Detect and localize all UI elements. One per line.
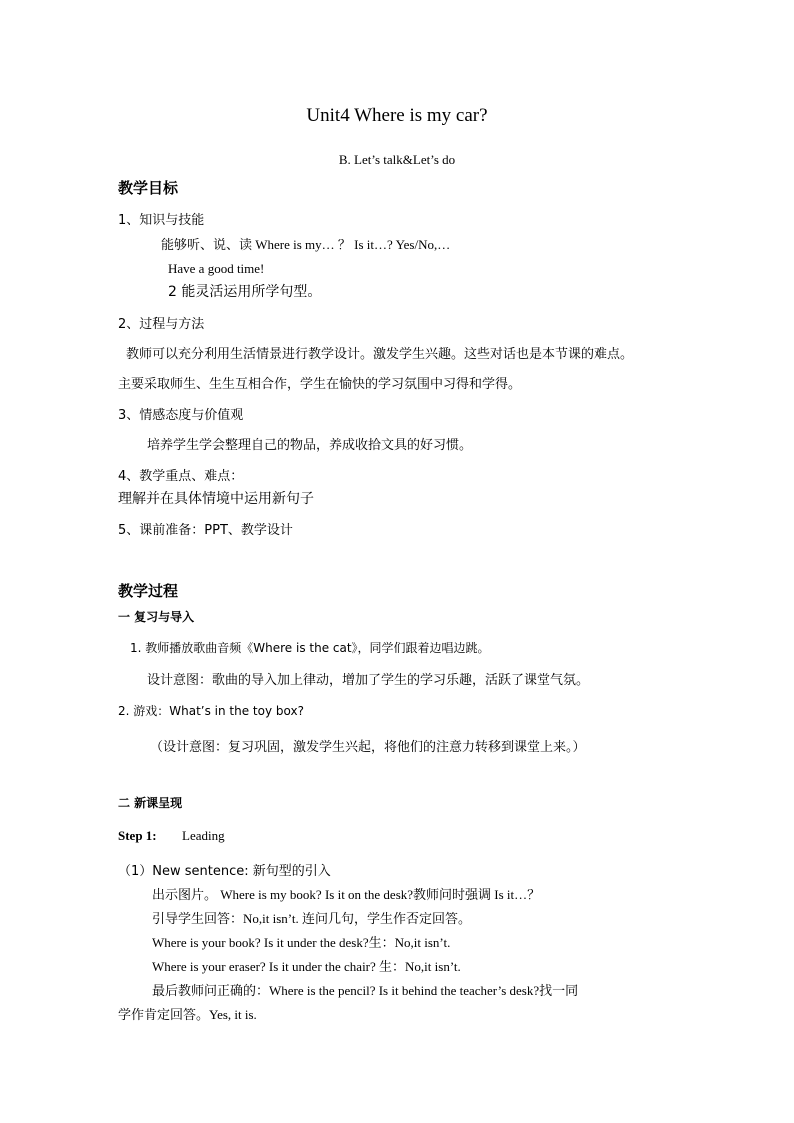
goal-item3-line1: 培养学生学会整理自己的物品，养成收拾文具的好习惯。 xyxy=(147,438,473,453)
step1-label: Step 1: xyxy=(118,828,157,843)
goal-item1-line2: Have a good time! xyxy=(168,261,265,276)
goal-item3-title: 3、情感态度与价值观 xyxy=(118,408,244,423)
goal-item1-line1: 能够听、说、读 Where is my… ？ Is it…? Yes/No,… xyxy=(161,237,451,252)
goal-item2-title: 2、过程与方法 xyxy=(118,317,205,332)
process-p1-line3: 2. 游戏：What’s in the toy box? xyxy=(118,704,304,718)
page-subtitle: B. Let’s talk&Let’s do xyxy=(338,152,456,167)
goal-item4-line1: 理解并在具体情境中运用新句子 xyxy=(118,491,314,507)
goal-item1-title: 1、知识与技能 xyxy=(118,213,205,228)
process-heading: 教学过程 xyxy=(118,582,179,600)
goal-item1-line3: 2 能灵活运用所学句型。 xyxy=(168,284,322,300)
process-p1-line4: （设计意图：复习巩固，激发学生兴起，将他们的注意力转移到课堂上来。） xyxy=(150,740,586,755)
step1-line1: （1）New sentence: 新句型的引入 xyxy=(118,864,331,879)
goal-item4-title: 4、教学重点、难点： xyxy=(118,469,244,484)
step1-line2: 出示图片。 Where is my book? Is it on the desk?教师问时强调 Is it…？ xyxy=(152,887,541,902)
process-p1-line2: 设计意图：歌曲的导入加上律动，增加了学生的学习乐趣，活跃了课堂气氛。 xyxy=(147,673,590,688)
step1-line4: Where is your book? Is it under the desk?生：No,it isn’t. xyxy=(152,935,451,950)
step1-line5: Where is your eraser? Is it under the chair? 生：No,it isn’t. xyxy=(152,959,461,974)
step1-line6: 最后教师问正确的：Where is the pencil? Is it behind the teacher’s desk?找一同 xyxy=(152,983,579,998)
process-p1-line1: 1. 教师播放歌曲音频《Where is the cat》，同学们跟着边唱边跳。 xyxy=(130,641,490,655)
page-title: Unit4 Where is my car? xyxy=(306,105,488,126)
process-part2-title: 二 新课呈现 xyxy=(118,796,183,810)
goal-item2-line2: 主要采取师生、生生互相合作，学生在愉快的学习氛围中习得和学得。 xyxy=(118,377,522,392)
step1-text: Leading xyxy=(182,828,225,843)
goal-item5-title: 5、课前准备：PPT、教学设计 xyxy=(118,523,293,538)
goals-heading: 教学目标 xyxy=(118,179,179,197)
goal-item2-line1: 教师可以充分利用生活情景进行教学设计。激发学生兴趣。这些对话也是本节课的难点。 xyxy=(126,347,634,362)
step1-line7: 学作肯定回答。Yes, it is. xyxy=(118,1007,257,1022)
step1-line3: 引导学生回答：No,it isn’t. 连问几句，学生作否定回答。 xyxy=(152,911,471,926)
process-part1-title: 一 复习与导入 xyxy=(118,610,195,624)
